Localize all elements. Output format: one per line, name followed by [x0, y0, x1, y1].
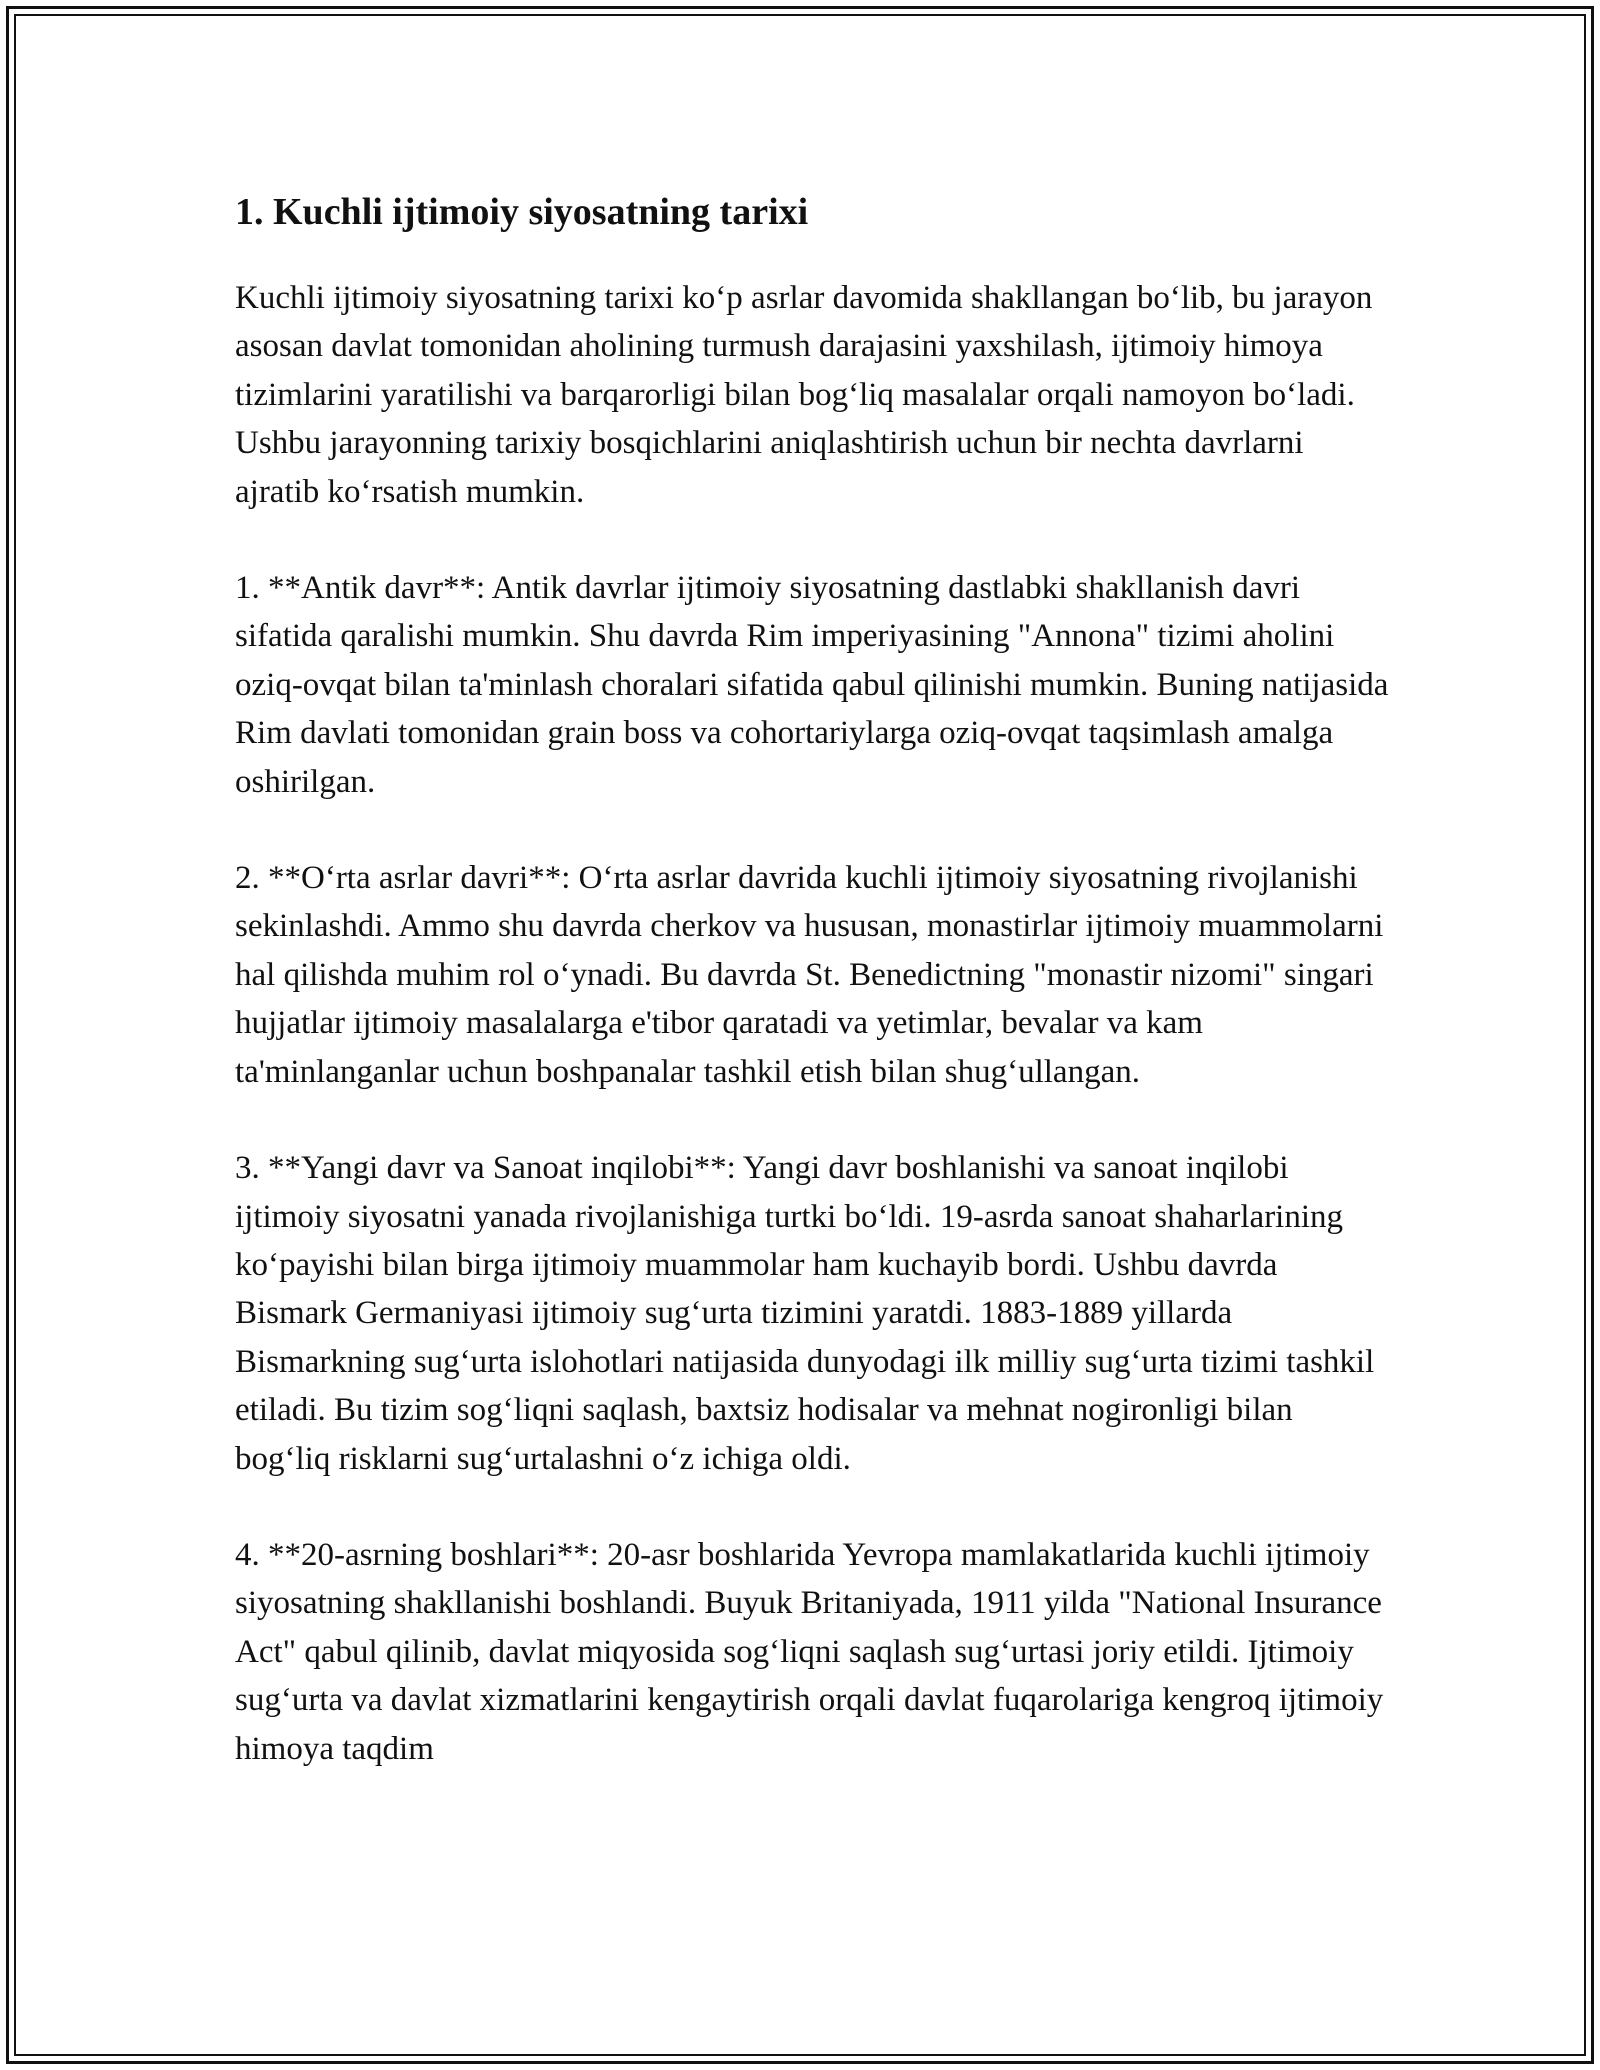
paragraph-20-asr: 4. **20-asrning boshlari**: 20-asr boshlarida Yevropa mamlakatlarida kuchli ijtimoiy siyosatning shakllanishi boshlandi. Buyuk Britaniyada, 1911 yilda "National Insurance Act" qabul qilinib, davlat miqyosida sog‘liqni saqlash sug‘urtasi joriy etildi. Ijtimoiy sug‘urta va davlat xizmatlarini kengaytirish orqali davlat fuqarolariga kengroq ijtimoiy himoya taqdim — [235, 1536, 1384, 1767]
paragraph-orta-asrlar: 2. **O‘rta asrlar davri**: O‘rta asrlar davrida kuchli ijtimoiy siyosatning rivojlanishi sekinlashdi. Ammo shu davrda cherkov va hususan, monastirlar ijtimoiy muammolarni hal qilishda muhim rol o‘ynadi. Bu davrda St. Benedictning "monastir nizomi" singari hujjatlar ijtimoiy masalalarga e'tibor qaratadi va yetimlar, bevalar va kam ta'minlanganlar uchun boshpanalar tashkil etish bilan shug‘ullangan. — [235, 860, 1384, 1090]
document-body — [235, 184, 1395, 1821]
section-title: 1. Kuchli ijtimoiy siyosatning tarixi — [235, 191, 809, 233]
intro-paragraph: Kuchli ijtimoiy siyosatning tarixi ko‘p asrlar davomida shakllangan bo‘lib, bu jarayon asosan davlat tomonidan aholining turmush darajasini yaxshilash, ijtimoiy himoya tizimlarini yaratilishi va barqarorligi bilan bog‘liq masalalar orqali namoyon bo‘ladi. Ushbu jarayonning tarixiy bosqichlarini aniqlashtirish uchun bir nechta davrlarni ajratib ko‘rsatish mumkin. — [235, 280, 1373, 510]
paragraph-antik-davr: 1. **Antik davr**: Antik davrlar ijtimoiy siyosatning dastlabki shakllanish davri sifatida qaralishi mumkin. Shu davrda Rim imperiyasining "Annona" tizimi aholini oziq-ovqat bilan ta'minlash choralari sifatida qabul qilinishi mumkin. Buning natijasida Rim davlati tomonidan grain boss va cohortariylarga oziq-ovqat taqsimlash amalga oshirilgan. — [235, 570, 1389, 800]
paragraph-yangi-davr: 3. **Yangi davr va Sanoat inqilobi**: Yangi davr boshlanishi va sanoat inqilobi ijtimoiy siyosatni yanada rivojlanishiga turtki bo‘ldi. 19-asrda sanoat shaharlarining ko‘payishi bilan birga ijtimoiy muammolar ham kuchayib bordi. Ushbu davrda Bismark Germaniyasi ijtimoiy sug‘urta tizimini yaratdi. 1883-1889 yillarda Bismarkning sug‘urta islohotlari natijasida dunyodagi ilk milliy sug‘urta tizimi tashkil etiladi. Bu tizim sog‘liqni saqlash, baxtsiz hodisalar va mehnat nogironligi bilan bog‘liq risklarni sug‘urtalashni o‘z ichiga oldi. — [235, 1150, 1375, 1477]
